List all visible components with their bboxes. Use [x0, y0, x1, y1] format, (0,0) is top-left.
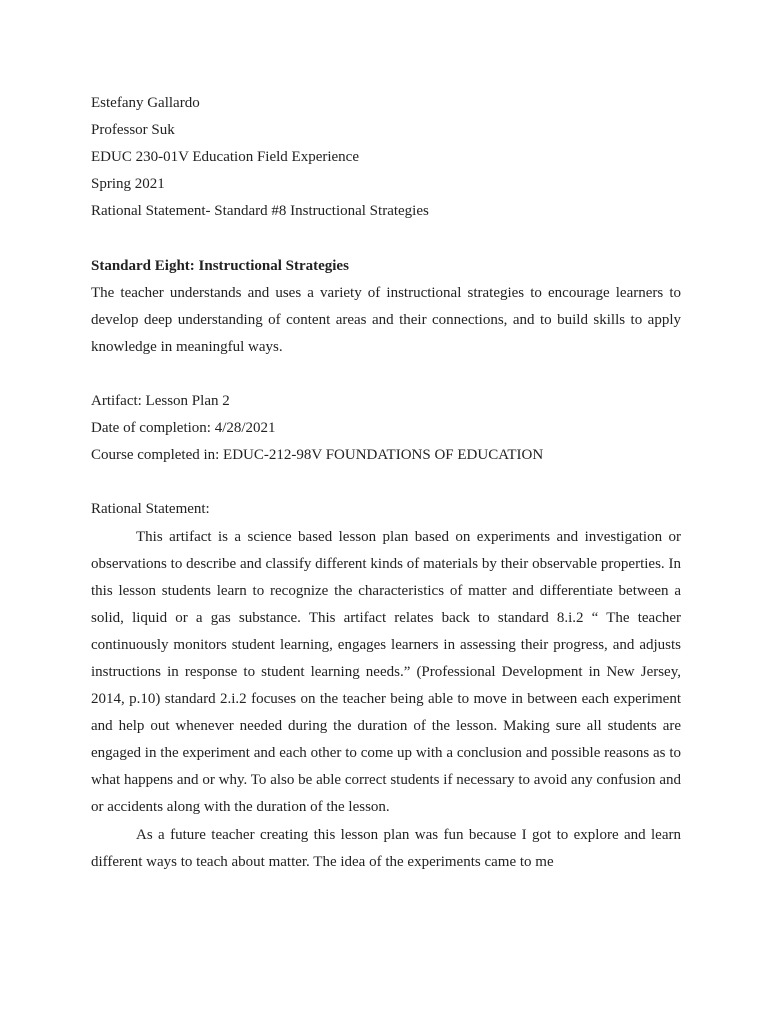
rationale-paragraph-2: As a future teacher creating this lesson plan was fun because I got to explore and learn different ways to teach about matter. The idea of the experiments came to me: [91, 826, 681, 870]
rationale-paragraph-1: This artifact is a science based lesson plan based on experiments and investigation or observations to describe and classify different kinds of materials by their observable properties. In this lesson students learn to recognize the characteristics of matter and differentiate between a solid, liquid or a gas substance. This artifact relates back to standard 8.i.2 “ The teacher continuously monitors student learning, engages learners in assessing their progress, and adjusts instructions in response to student learning needs.” (Professional Development in New Jersey, 2014, p.10) standard 2.i.2 focuses on the teacher being able to move in between each experiment and help out whenever needed during the duration of the lesson. Making sure all students are engaged in the experiment and each other to come up with a conclusion and possible reasons as to what happens and or why. To also be able correct students if necessary to avoid any confusion and or accidents along with the duration of the lesson.: [91, 528, 681, 816]
student-name: Estefany Gallardo: [91, 95, 200, 111]
standard-description: The teacher understands and uses a variety of instructional strategies to encourage learners to develop deep understanding of content areas and their connections, and to build skills to apply knowledge in meaningful ways.: [91, 284, 681, 355]
completion-date: Date of completion: 4/28/2021: [91, 420, 276, 437]
document-body: [91, 90, 691, 876]
term: Spring 2021: [91, 176, 165, 193]
spacer: [91, 361, 691, 388]
spacer: [91, 469, 691, 496]
artifact-line: Artifact: Lesson Plan 2: [91, 393, 230, 410]
spacer: [91, 225, 691, 252]
document-title: Rational Statement- Standard #8 Instructional Strategies: [91, 203, 429, 220]
professor-name: Professor Suk: [91, 122, 175, 139]
course-name: EDUC 230-01V Education Field Experience: [91, 149, 359, 166]
rationale-heading: Rational Statement:: [91, 501, 210, 518]
course-completed-in: Course completed in: EDUC-212-98V FOUNDATIONS OF EDUCATION: [91, 447, 544, 464]
standard-heading: Standard Eight: Instructional Strategies: [91, 257, 349, 274]
